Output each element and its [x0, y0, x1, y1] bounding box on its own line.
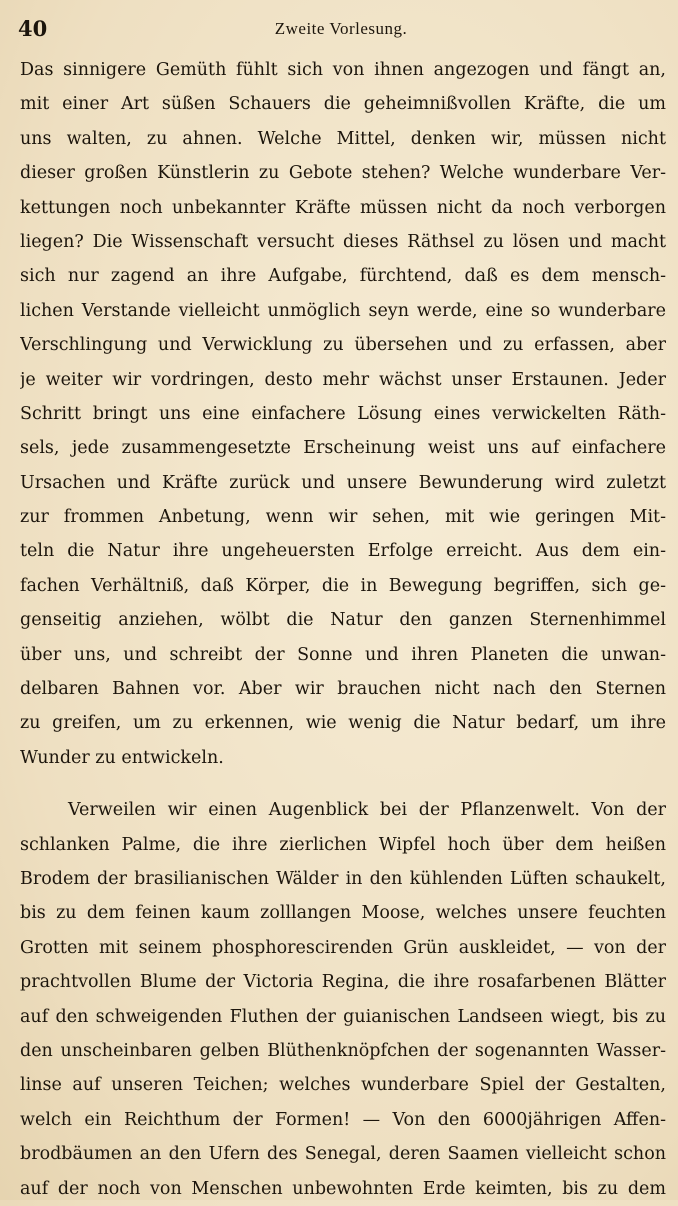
page-number: 40	[18, 16, 48, 41]
text-line: sich nur zagend an ihre Aufgabe, fürchtend, daß es dem mensch-	[20, 266, 666, 287]
paragraph-gap	[20, 775, 666, 793]
text-line: delbaren Bahnen vor. Aber wir brauchen nicht nach den Sternen	[20, 679, 666, 700]
text-line: genseitig anziehen, wölbt die Natur den ganzen Sternenhimmel	[20, 610, 666, 631]
text-line: auf den schweigenden Fluthen der guianischen Landseen wiegt, bis zu	[20, 1006, 666, 1027]
text-line: lichen Verstande vielleicht unmöglich seyn werde, eine so wunderbare	[20, 300, 666, 321]
text-line: zur frommen Anbetung, wenn wir sehen, mit wie geringen Mit-	[20, 507, 666, 528]
text-line: auf der noch von Menschen unbewohnten Erde keimten, bis zu dem	[20, 1178, 666, 1199]
text-line: Verweilen wir einen Augenblick bei der Pflanzenwelt. Von der	[68, 800, 666, 821]
text-line: über uns, und schreibt der Sonne und ihren Planeten die unwan-	[20, 644, 666, 665]
text-line: Grotten mit seinem phosphorescirenden Grün auskleidet, — von der	[20, 937, 666, 958]
text-line: kettungen noch unbekannter Kräfte müssen nicht da noch verborgen	[20, 197, 666, 218]
running-title: Zweite Vorlesung.	[274, 19, 408, 38]
body-text	[20, 53, 666, 1206]
text-line: je weiter wir vordringen, desto mehr wächst unser Erstaunen. Jeder	[20, 369, 666, 390]
text-line: welch ein Reichthum der Formen! — Von den 6000jährigen Affen-	[20, 1109, 666, 1130]
text-line: fachen Verhältniß, daß Körper, die in Bewegung begriffen, sich ge-	[20, 575, 666, 596]
text-line: dieser großen Künstlerin zu Gebote stehen? Welche wunderbare Ver-	[20, 163, 666, 184]
text-line: Verschlingung und Verwicklung zu übersehen und zu erfassen, aber	[20, 335, 666, 356]
text-line: Schritt bringt uns eine einfachere Lösung eines verwickelten Räth-	[20, 403, 666, 424]
text-line: liegen? Die Wissenschaft versucht dieses Räthsel zu lösen und macht	[20, 231, 666, 252]
text-line: zu greifen, um zu erkennen, wie wenig die Natur bedarf, um ihre	[20, 713, 666, 734]
text-line: teln die Natur ihre ungeheuersten Erfolge erreicht. Aus dem ein-	[20, 541, 666, 562]
text-line: Das sinnigere Gemüth fühlt sich von ihnen angezogen und fängt an,	[20, 60, 666, 80]
text-line: brodbäumen an den Ufern des Senegal, deren Saamen vielleicht schon	[20, 1144, 666, 1165]
text-line: bis zu dem feinen kaum zolllangen Moose, welches unsere feuchten	[20, 903, 666, 924]
text-line: schlanken Palme, die ihre zierlichen Wipfel hoch über dem heißen	[20, 834, 666, 855]
text-line: linse auf unseren Teichen; welches wunderbare Spiel der Gestalten,	[20, 1075, 666, 1096]
paragraph-1	[20, 53, 666, 775]
text-line: uns walten, zu ahnen. Welche Mittel, denken wir, müssen nicht	[20, 128, 666, 149]
text-line: mit einer Art süßen Schauers die geheimnißvollen Kräfte, die um	[20, 94, 666, 115]
text-line: den unscheinbaren gelben Blüthenknöpfchen der sogenannten Wasser-	[20, 1040, 666, 1061]
text-line: Wunder zu entwickeln.	[20, 747, 224, 768]
paragraph-2	[20, 793, 666, 1206]
running-head	[18, 14, 664, 44]
text-line: Ursachen und Kräfte zurück und unsere Bewunderung wird zuletzt	[20, 472, 666, 493]
text-line: Brodem der brasilianischen Wälder in den kühlenden Lüften schaukelt,	[20, 868, 666, 889]
text-line: sels, jede zusammengesetzte Erscheinung weist uns auf einfachere	[20, 438, 666, 459]
text-line: prachtvollen Blume der Victoria Regina, die ihre rosafarbenen Blätter	[20, 972, 666, 993]
